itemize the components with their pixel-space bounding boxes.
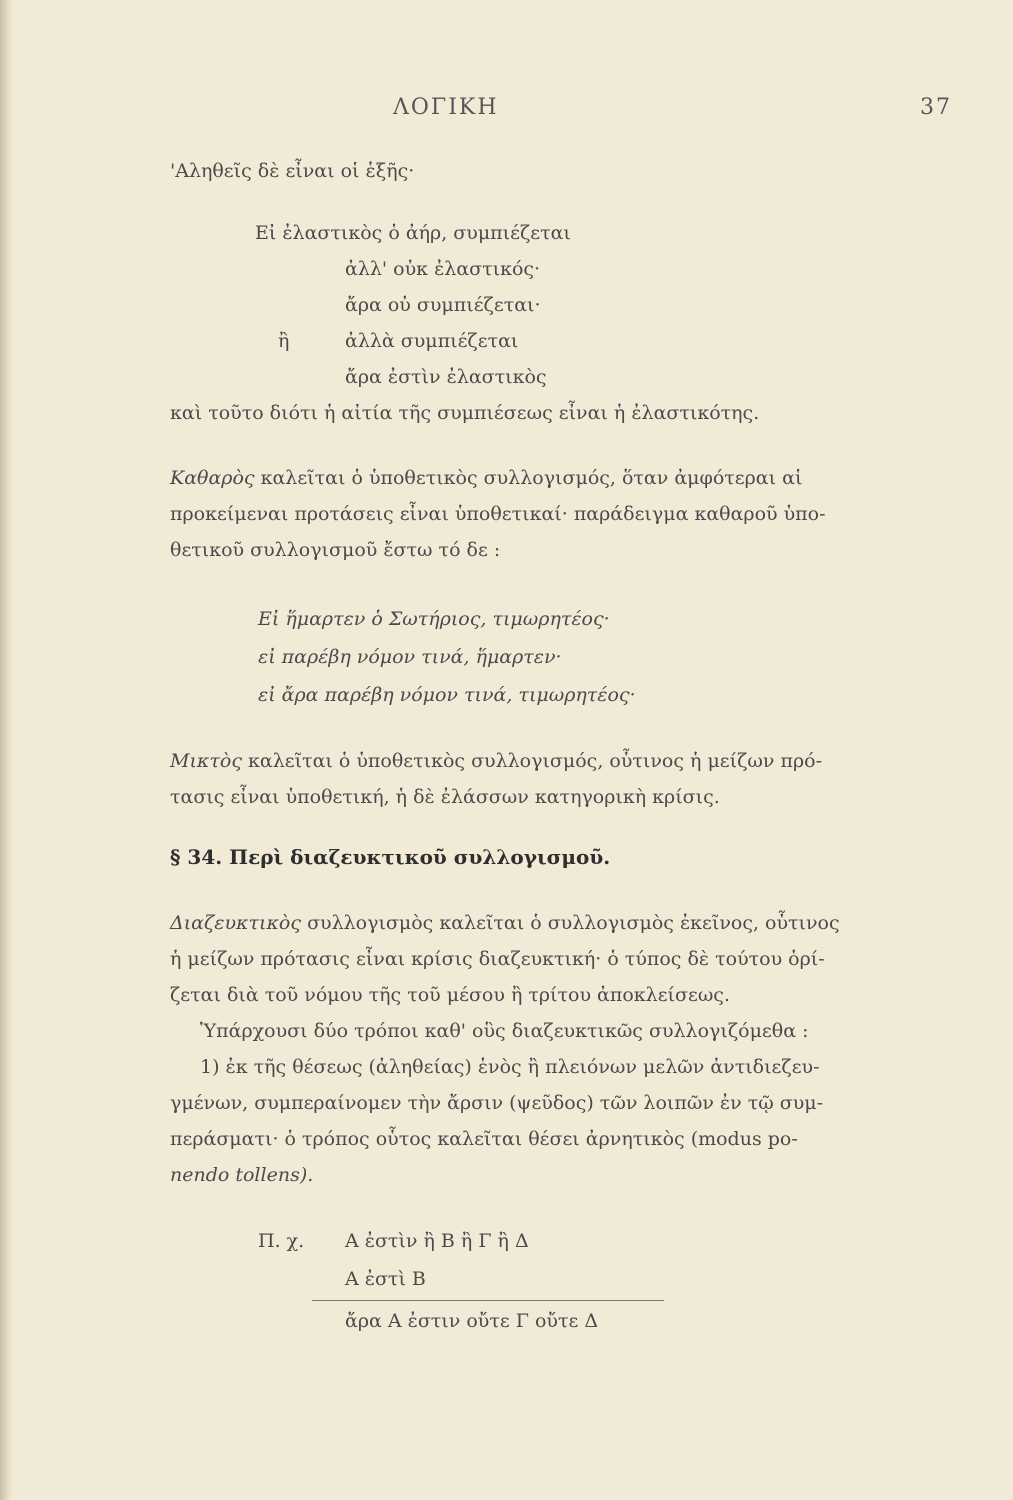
paragraph-line: 1) ἐκ τῆς θέσεως (ἀληθείας) ἑνὸς ἢ πλειόνων μελῶν ἀντιδιεζευ- [200,1056,820,1078]
syllogism-line: ἀλλ' οὐκ ἐλαστικός· [345,258,541,280]
paragraph-line: συλλογισμὸς καλεῖται ὁ συλλογισμὸς ἐκεῖνος, οὗτινος [307,912,840,934]
page-number: 37 [920,95,952,120]
paragraph-line: ἡ μείζων πρότασις εἶναι κρίσις διαζευκτική· ὁ τύπος δὲ τούτου ὁρί- [170,948,825,970]
section-heading: § 34. Περὶ διαζευκτικοῦ συλλογισμοῦ. [170,845,611,869]
paragraph-line: καλεῖται ὁ ὑποθετικὸς συλλογισμός, ὅταν ἀμφότεραι αἱ [260,467,803,489]
intro-line: 'Αληθεῖς δὲ εἶναι οἱ ἑξῆς· [170,160,415,182]
term-mixed: Μικτὸς [170,750,242,772]
formula-rule [312,1300,664,1301]
formula-premise: Α ἐστὶν ἢ Β ἢ Γ ἢ Δ [345,1230,529,1252]
formula-conclusion: ἄρα Α ἐστιν οὔτε Γ οὔτε Δ [345,1310,599,1332]
syllogism-line: ἀλλὰ συμπιέζεται [345,330,519,352]
paragraph-line: ζεται διὰ τοῦ νόμου τῆς τοῦ μέσου ἢ τρίτου ἀποκλείσεως. [170,984,730,1006]
paragraph-line: προκείμεναι προτάσεις εἶναι ὑποθετικαί· παράδειγμα καθαροῦ ὑπο- [170,503,826,525]
term-pure: Καθαρὸς [170,467,255,489]
paragraph-line: καλεῖται ὁ ὑποθετικὸς συλλογισμός, οὗτινος ἡ μείζων πρό- [248,750,822,772]
syllogism-line: ἄρα ἐστὶν ἐλαστικὸς [345,366,547,388]
running-header-title: ΛΟΓΙΚΗ [393,95,499,120]
example-line: εἰ ἄρα παρέβη νόμον τινά, τιμωρητέος· [258,684,636,706]
example-line: εἰ παρέβη νόμον τινά, ἥμαρτεν· [258,646,562,668]
example-line: Εἰ ἥμαρτεν ὁ Σωτήριος, τιμωρητέος· [258,608,610,630]
book-spine-edge [0,0,12,1500]
syllogism-line: Εἰ ἐλαστικὸς ὁ ἀήρ, συμπιέζεται [255,222,571,244]
paragraph-line: nendo tollens). [170,1164,314,1186]
formula-label: Π. χ. [258,1230,305,1252]
term-disjunctive: Διαζευκτικὸς [170,912,302,934]
paragraph-line: Ὑπάρχουσι δύο τρόποι καθ' οὓς διαζευκτικῶς συλλογιζόμεθα : [200,1020,809,1042]
alternative-marker: ἢ [278,330,290,352]
syllogism-reason: καὶ τοῦτο διότι ἡ αἰτία τῆς συμπιέσεως εἶναι ἡ ἐλαστικότης. [170,402,760,424]
paragraph-line: τασις εἶναι ὑποθετική, ἡ δὲ ἐλάσσων κατηγορικὴ κρίσις. [170,786,720,808]
syllogism-line: ἄρα οὐ συμπιέζεται· [345,294,541,316]
paragraph-line: θετικοῦ συλλογισμοῦ ἔστω τό δε : [170,539,501,561]
paragraph-line: γμένων, συμπεραίνομεν τὴν ἄρσιν (ψεῦδος) τῶν λοιπῶν ἐν τῷ συμ- [170,1092,824,1114]
formula-premise: Α ἐστὶ Β [345,1268,426,1290]
paragraph-line: περάσματι· ὁ τρόπος οὗτος καλεῖται θέσει ἀρνητικὸς (modus po- [170,1128,798,1150]
